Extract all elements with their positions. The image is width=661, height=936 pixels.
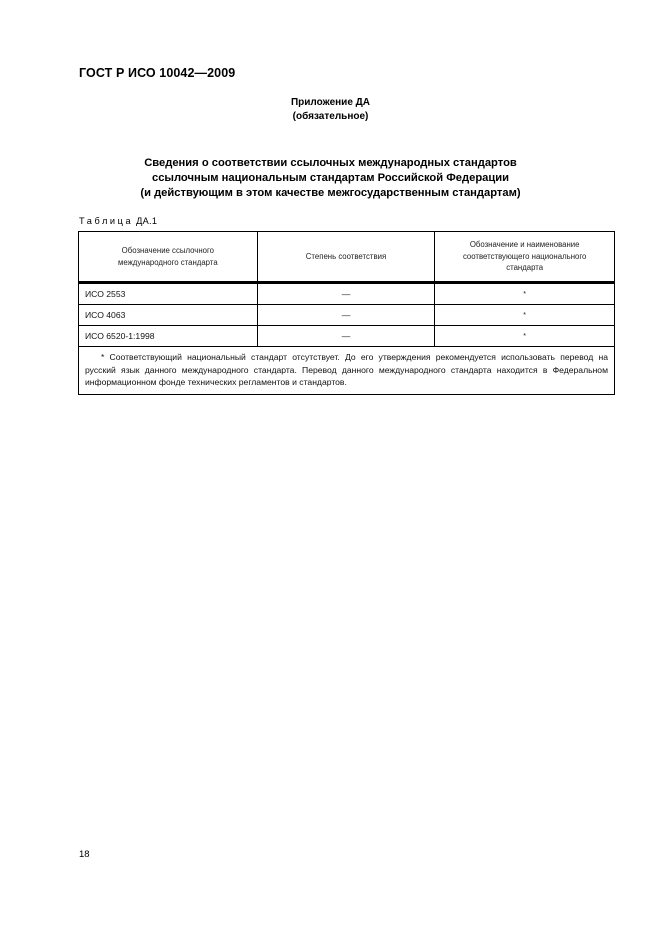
section-title — [0, 156, 661, 201]
cell-national: * — [435, 305, 615, 326]
cell-degree: — — [257, 283, 435, 305]
cell-degree: — — [257, 305, 435, 326]
column-header-national: Обозначение и наименование соответствующего национального стандарта — [435, 232, 615, 283]
cell-national: * — [435, 283, 615, 305]
table-label-id: ДА.1 — [136, 216, 158, 226]
table-row — [79, 326, 615, 347]
page-number: 18 — [79, 849, 90, 860]
cell-degree: — — [257, 326, 435, 347]
table-label — [79, 216, 157, 226]
table-footnote — [79, 347, 615, 395]
cell-national: * — [435, 326, 615, 347]
column-header-reference: Обозначение ссылочного международного стандарта — [79, 232, 258, 283]
table-label-word: Таблица — [79, 216, 134, 226]
document-id: ГОСТ Р ИСО 10042—2009 — [79, 66, 236, 80]
table-row — [79, 305, 615, 326]
section-title-line-1: Сведения о соответствии ссылочных международных стандартов — [144, 157, 517, 169]
footnote-text: * Соответствующий национальный стандарт отсутствует. До его утверждения рекомендуется использовать перевод на русский язык данного международного стандарта. Перевод данного международного стандарта находится в Федеральном информационном фонде технических регламентов и стандартов. — [85, 352, 608, 387]
annex-title: Приложение ДА — [290, 97, 371, 108]
section-title-line-2: ссылочным национальным стандартам Российской Федерации — [151, 172, 510, 184]
column-header-degree: Степень соответствия — [257, 232, 435, 283]
table-row — [79, 283, 615, 305]
cell-reference: ИСО 4063 — [79, 305, 258, 326]
correspondence-table — [78, 231, 615, 395]
table-footnote-row — [79, 347, 615, 395]
annex-status: (обязательное) — [292, 111, 369, 122]
table-header-row — [79, 232, 615, 283]
section-title-line-3: (и действующим в этом качестве межгосударственным стандартам) — [140, 187, 521, 199]
annex-heading — [0, 96, 661, 124]
cell-reference: ИСО 6520-1:1998 — [79, 326, 258, 347]
cell-reference: ИСО 2553 — [79, 283, 258, 305]
